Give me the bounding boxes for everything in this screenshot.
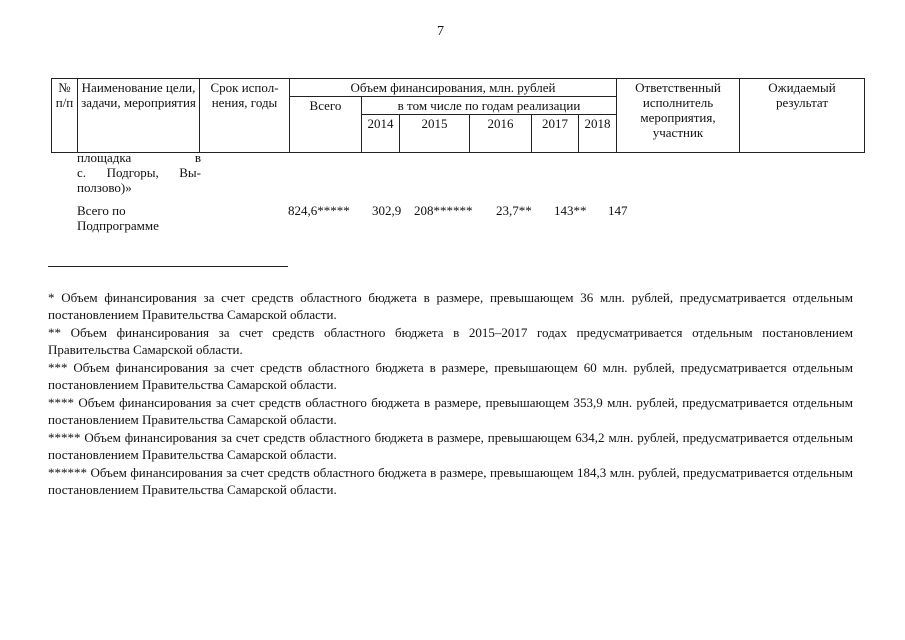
total-label [77, 203, 197, 233]
financing-table-header [51, 78, 865, 153]
header-result: Ожидаемый результат [740, 79, 865, 153]
header-by-years: в том числе по годам реализации [362, 97, 617, 115]
header-year-2015: 2015 [400, 115, 470, 153]
footnote-separator [48, 266, 288, 267]
total-2016-value: 23,7** [496, 203, 532, 218]
header-year-2014: 2014 [362, 115, 400, 153]
row-name-line: площадка в [77, 150, 201, 165]
footnote: *** Объем финансирования за счет средств областного бюджета в размере, превышающем 60 млн. рублей, предусматривается отдельным постановлением Правительства Самарской области. [48, 360, 853, 392]
header-year-2017: 2017 [532, 115, 579, 153]
header-volume: Объем финансирования, млн. рублей [290, 79, 617, 97]
total-2015-value: 208****** [414, 203, 473, 218]
header-name: Наименование цели, задачи, мероприятия [78, 79, 200, 153]
row-name-line: ползово)» [77, 180, 132, 195]
header-year-2016: 2016 [470, 115, 532, 153]
footnote: ** Объем финансирования за счет средств областного бюджета в 2015–2017 годах предусматривается отдельным постановлением Правительства Самарской области. [48, 325, 853, 357]
footnote: ****** Объем финансирования за счет средств областного бюджета в размере, превышающем 184,3 млн. рублей, предусматривается отдельным постановлением Правительства Самарской области. [48, 465, 853, 497]
footnote: **** Объем финансирования за счет средств областного бюджета в размере, превышающем 353,9 млн. рублей, предусматривается отдельным постановлением Правительства Самарской области. [48, 395, 853, 427]
total-2018-value: 147 [608, 203, 628, 218]
header-term: Срок испол-нения, годы [200, 79, 290, 153]
header-responsible: Ответственный исполнитель мероприятия, участник [617, 79, 740, 153]
row-name-cell [77, 150, 201, 195]
total-label-line: Подпрограмме [77, 218, 159, 233]
total-value: 824,6***** [288, 203, 350, 218]
total-2014-value: 302,9 [372, 203, 402, 218]
page-number: 7 [437, 24, 444, 39]
total-2017-value: 143** [554, 203, 587, 218]
total-label-line: Всего по [77, 203, 126, 218]
header-total: Всего [290, 97, 362, 153]
footnote: * Объем финансирования за счет средств областного бюджета в размере, превышающем 36 млн. рублей, предусматривается отдельным постановлением Правительства Самарской области. [48, 290, 853, 322]
header-year-2018: 2018 [579, 115, 617, 153]
header-num: № п/п [52, 79, 78, 153]
footnotes [48, 289, 853, 499]
footnote: ***** Объем финансирования за счет средств областного бюджета в размере, превышающем 634,2 млн. рублей, предусматривается отдельным постановлением Правительства Самарской области. [48, 430, 853, 462]
row-name-line: с. Подгоры, Вы- [77, 165, 201, 180]
